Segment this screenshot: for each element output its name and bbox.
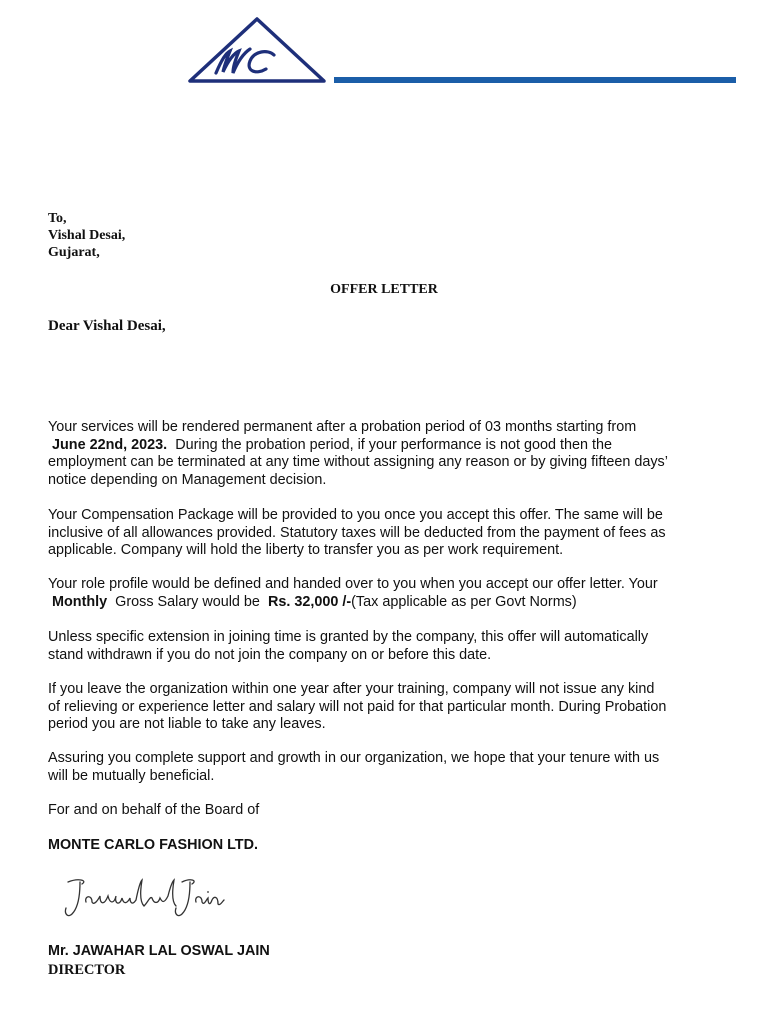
text-line: employment can be terminated at any time without assigning any reason or by giving fifteen days’ <box>48 454 668 470</box>
company-name: MONTE CARLO FASHION LTD. <box>48 837 258 853</box>
recipient-address <box>48 210 125 261</box>
text-span: During the probation period, if your performance is not good then the <box>175 436 612 453</box>
text-line <box>48 594 708 612</box>
paragraph-compensation <box>48 507 708 560</box>
signature-image <box>58 872 228 924</box>
text-line: If you leave the organization within one year after your training, company will not issue any kind <box>48 681 655 697</box>
text-line: Your services will be rendered permanent after a probation period of 03 months starting from <box>48 419 637 435</box>
text-span: Gross Salary would be <box>115 593 260 610</box>
signatory-designation: DIRECTOR <box>48 962 126 978</box>
paragraph-leaving <box>48 681 708 734</box>
address-to: To, <box>48 211 67 226</box>
text-line: will be mutually beneficial. <box>48 767 215 784</box>
text-line: notice depending on Management decision. <box>48 471 327 488</box>
salutation: Dear Vishal Desai, <box>48 318 166 334</box>
text-line <box>48 437 708 455</box>
text-line: Assuring you complete support and growth in our organization, we hope that your tenure with us <box>48 750 660 766</box>
salary-amount: Rs. 32,000 /- <box>267 593 352 610</box>
text-line: Your Compensation Package will be provided to you once you accept this offer. The same will be <box>48 507 663 523</box>
start-date: June 22nd, 2023. <box>52 436 168 453</box>
tax-note: (Tax applicable as per Govt Norms) <box>351 593 577 610</box>
paragraph-salary <box>48 576 708 611</box>
text-line: Unless specific extension in joining time is granted by the company, this offer will automatically <box>48 629 649 645</box>
text-line: of relieving or experience letter and salary will not paid for that particular month. During Probation <box>48 698 667 715</box>
header-rule <box>334 77 736 83</box>
salary-period: Monthly <box>52 593 108 610</box>
text-line: applicable. Company will hold the liberty to transfer you as per work requirement. <box>48 542 564 558</box>
paragraph-probation <box>48 419 708 489</box>
text-line: period you are not liable to take any leaves. <box>48 716 326 732</box>
recipient-place: Gujarat, <box>48 245 100 260</box>
letter-title: OFFER LETTER <box>330 282 438 297</box>
recipient-name: Vishal Desai, <box>48 228 126 243</box>
text-line: stand withdrawn if you do not join the company on or before this date. <box>48 646 492 663</box>
behalf-line: For and on behalf of the Board of <box>48 802 260 818</box>
text-line: inclusive of all allowances provided. Statutory taxes will be deducted from the payment of fees as <box>48 524 666 541</box>
company-logo-icon <box>186 15 328 85</box>
paragraph-joining <box>48 629 708 664</box>
text-line: Your role profile would be defined and handed over to you when you accept our offer letter. Your <box>48 576 658 592</box>
signatory-name: Mr. JAWAHAR LAL OSWAL JAIN <box>48 943 270 959</box>
paragraph-closing <box>48 750 708 785</box>
